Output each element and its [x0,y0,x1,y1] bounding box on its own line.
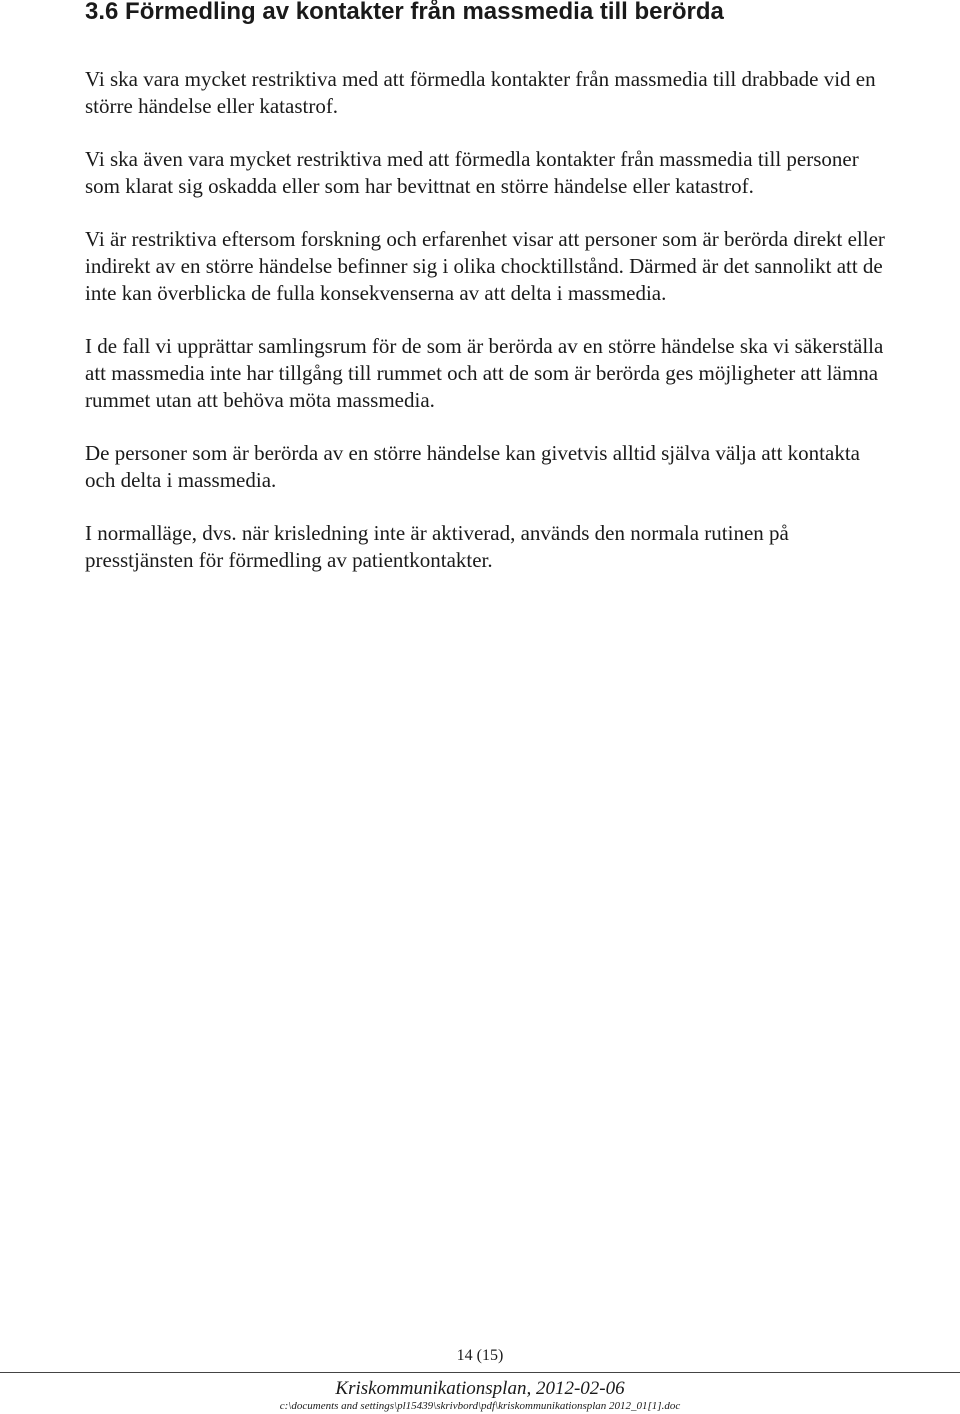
document-body [85,66,885,600]
paragraph-6: I normalläge, dvs. när krisledning inte är aktiverad, används den normala rutinen på presstjänsten för förmedling av patientkontakter. [85,521,789,572]
paragraph-2: Vi ska även vara mycket restriktiva med att förmedla kontakter från massmedia till personer som klarat sig oskadda eller som har bevittnat en större händelse eller katastrof. [85,147,859,198]
footer-file-path: c:\documents and settings\pl15439\skrivbord\pdf\kriskommunikationsplan 2012_01[1].doc [279,1400,681,1412]
paragraph-4: I de fall vi upprättar samlingsrum för de som är berörda av en större händelse ska vi säkerställa att massmedia inte har tillgång till rummet och att de som är berörda ges möjligheter att lämna rummet utan att behöva möta massmedia. [85,334,884,412]
footer-title: Kriskommunikationsplan, 2012-02-06 [335,1378,625,1399]
paragraph-5: De personer som är berörda av en större händelse kan givetvis alltid själva välja att kontakta och delta i massmedia. [85,441,860,492]
section-heading: 3.6 Förmedling av kontakter från massmedia till berörda [85,0,724,25]
footer-divider [0,1372,960,1373]
page-number: 14 (15) [456,1347,504,1364]
paragraph-1: Vi ska vara mycket restriktiva med att förmedla kontakter från massmedia till drabbade vid en större händelse eller katastrof. [85,67,876,118]
paragraph-3: Vi är restriktiva eftersom forskning och erfarenhet visar att personer som är berörda direkt eller indirekt av en större händelse befinner sig i olika chocktillstånd. Därmed är det sannolikt att de inte kan överblicka de fulla konsekvenserna av att delta i massmedia. [85,227,885,305]
